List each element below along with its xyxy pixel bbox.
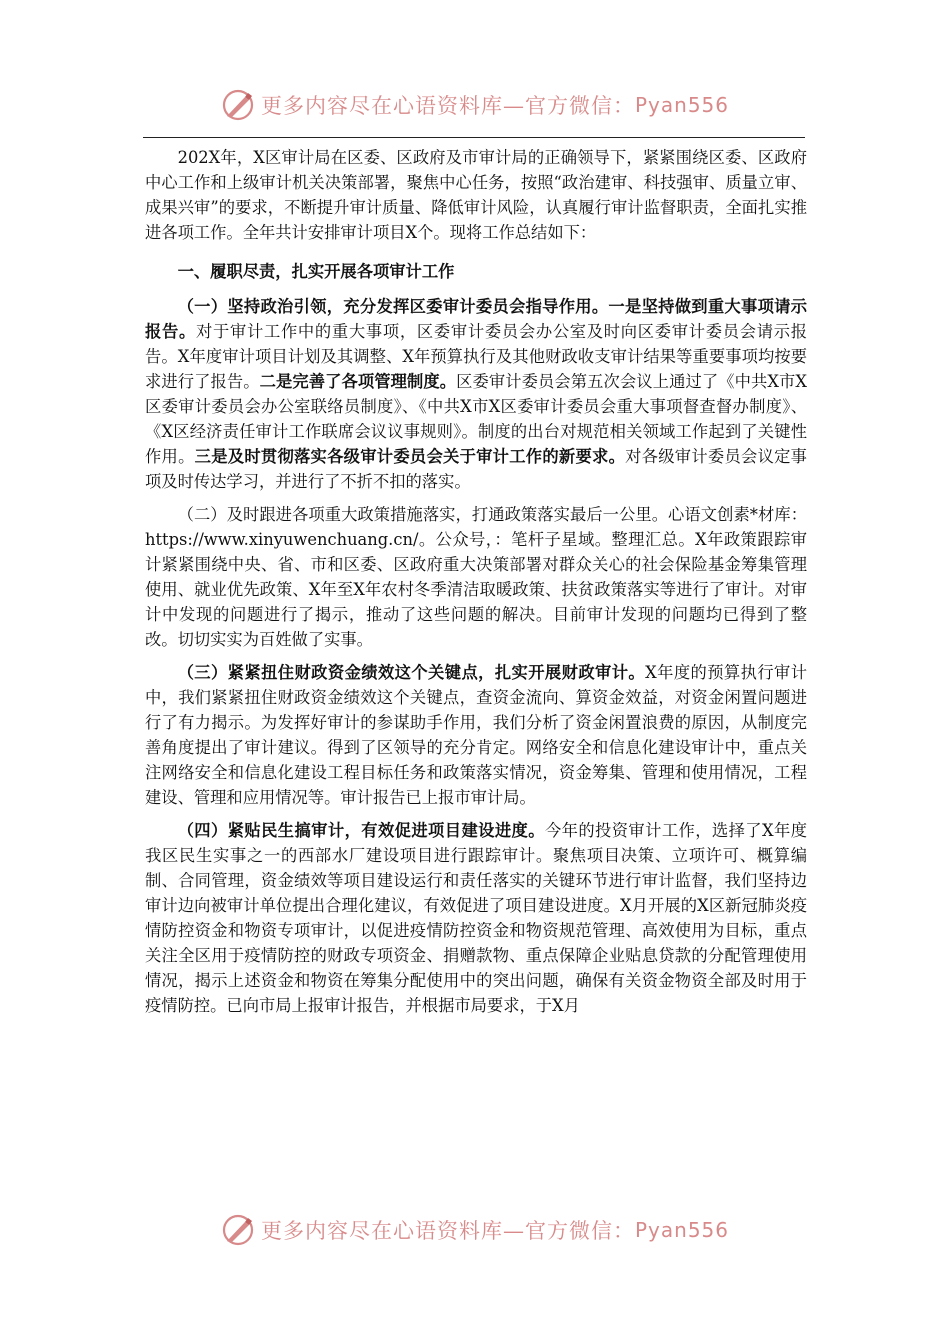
header-divider	[143, 137, 805, 138]
p3-text: X年度的预算执行审计中，我们紧紧扭住财政资金绩效这个关键点，查资金流向、算资金效益，对资金闲置问题进行了有力揭示。为发挥好审计的参谋助手作用，我们分析了资金闲置浪费的原因，从制度完善角度提出了审计建议。得到了区领导的充分肯定。网络安全和信息化建设审计中，重点关注网络安全和信息化建设工程目标任务和政策落实情况，资金筹集、管理和使用情况，工程建设、管理和应用情况等。审计报告已上报市审计局。	[145, 663, 807, 807]
p1-bold-1: （一）坚持政治引领，充分发挥区委审计委员会指导作用。一是坚持做到重大事项请示报告。	[145, 297, 807, 341]
paragraph-4	[145, 818, 807, 1018]
banner-wechat-id: Pyan556	[634, 93, 729, 117]
intro-paragraph: 202X年，X区审计局在区委、区政府及市审计局的正确领导下，紧紧围绕区委、区政府中心工作和上级审计机关决策部署，聚焦中心任务，按照“政治建审、科技强审、质量立审、成果兴审”的要求，不断提升审计质量、降低审计风险，认真履行审计监督职责，全面扎实推进各项工作。全年共计安排审计项目X个。现将工作总结如下：	[145, 148, 807, 242]
p4-bold: （四）紧贴民生搞审计，有效促进项目建设进度。	[177, 821, 545, 840]
document-body	[145, 145, 807, 1026]
p1-bold-2: 二是完善了各项管理制度。	[259, 372, 457, 391]
paragraph-3	[145, 660, 807, 810]
p1-text-1: 对于审计工作中的重大事项，区委审计委员会办公室及时向区委审计委员会请示报告。X年度审计项目计划及其调整、X年预算执行及其他财政收支审计结果等重要事项均按要求进行了报告。	[145, 322, 807, 391]
p1-bold-3: 三是及时贯彻落实各级审计委员会关于审计工作的新要求。	[194, 447, 626, 466]
p3-bold: （三）紧紧扭住财政资金绩效这个关键点，扎实开展财政审计。	[177, 663, 646, 682]
p1-text-3: 对各级审计委员会议定事项及时传达学习，并进行了不折不扣的落实。	[145, 447, 807, 491]
banner-text: 更多内容尽在心语资料库—官方微信：	[260, 94, 635, 118]
banner-wechat-id: Pyan556	[634, 1218, 729, 1242]
p1-text-2: 区委审计委员会第五次会议上通过了《中共X市X区委审计委员会办公室联络员制度》、《中共X市X区委审计委员会重大事项督查督办制度》、《X区经济责任审计工作联席会议议事规则》。制度的出台对规范相关领域工作起到了关键性作用。	[145, 372, 807, 466]
p4-text: 今年的投资审计工作，选择了X年度我区民生实事之一的西部水厂建设项目进行跟踪审计。聚焦项目决策、立项许可、概算编制、合同管理，资金绩效等项目建设运行和责任落实的关键环节进行审计监督，我们坚持边审计边向被审计单位提出合理化建议，有效促进了项目建设进度。X月开展的X区新冠肺炎疫情防控资金和物资专项审计，以促进疫情防控资金和物资规范管理、高效使用为目标，重点关注全区用于疫情防控的财政专项资金、捐赠款物、重点保障企业贴息贷款的分配管理使用情况，揭示上述资金和物资在筹集分配使用中的突出问题，确保有关资金物资全部及时用于疫情防控。已向市局上报审计报告，并根据市局要求，于X月	[145, 821, 807, 1015]
pen-circle-icon	[221, 88, 255, 122]
paragraph-1	[145, 294, 807, 494]
pen-circle-icon	[221, 1213, 255, 1247]
section-heading: 一、履职尽责，扎实开展各项审计工作	[177, 262, 455, 281]
banner-text: 更多内容尽在心语资料库—官方微信：	[260, 1219, 635, 1243]
footer-banner	[0, 1205, 950, 1255]
header-banner	[0, 80, 950, 130]
paragraph-2: （二）及时跟进各项重大政策措施落实，打通政策落实最后一公里。心语文创素*材库：https://www.xinyuwenchuang.cn/。公众号，：笔杆子星域。整理汇总。X年政策跟踪审计紧紧围绕中央、省、市和区委、区政府重大决策部署对群众关心的社会保险基金筹集管理使用、就业优先政策、X年至X年农村冬季清洁取暖政策、扶贫政策落实等进行了审计。对审计中发现的问题进行了揭示，推动了这些问题的解决。目前审计发现的问题均已得到了整改。切切实实为百姓做了实事。	[145, 505, 807, 649]
